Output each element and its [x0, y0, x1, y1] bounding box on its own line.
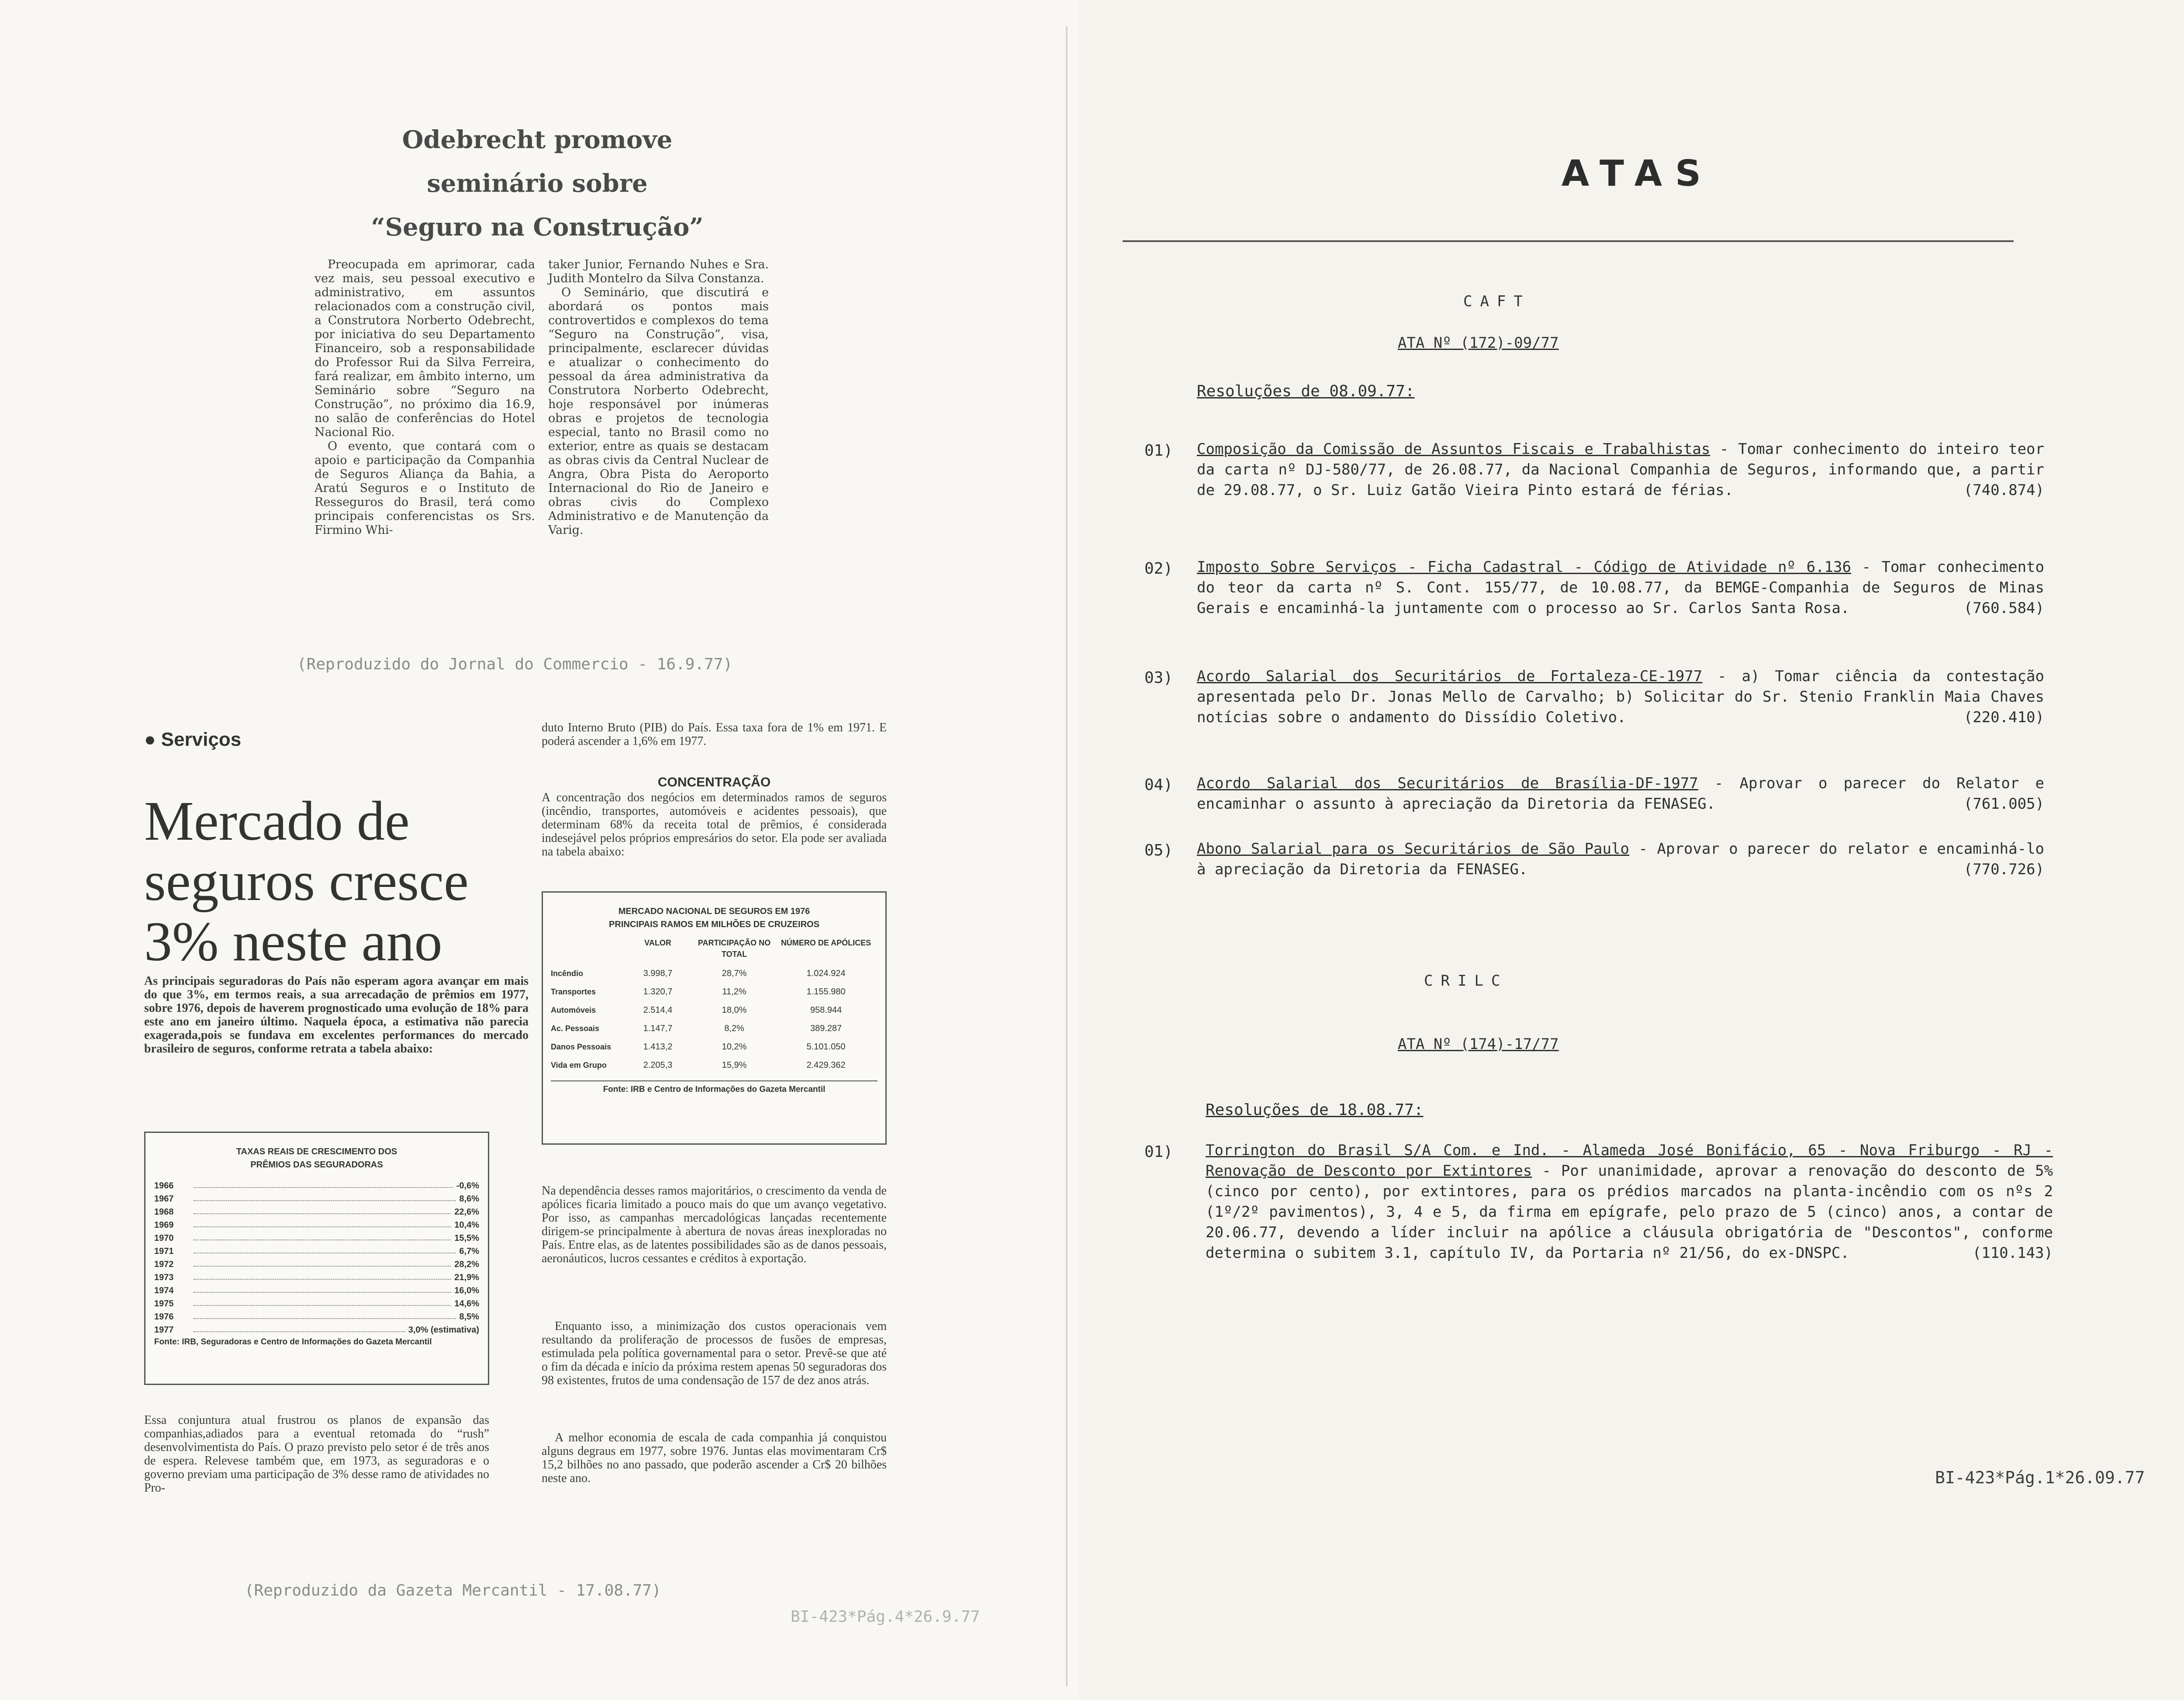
item-title: Acordo Salarial dos Securitários de Brasília-DF-1977: [1197, 775, 1698, 792]
item-number: 01): [1144, 442, 1173, 460]
value-cell: 10,4%: [454, 1220, 479, 1230]
year-cell: 1967: [154, 1194, 174, 1204]
part-cell: 11,2%: [722, 987, 746, 997]
value-cell: 3,0% (estimativa): [408, 1325, 479, 1335]
leader-dots: [194, 1219, 451, 1227]
item-number: 04): [1144, 776, 1173, 794]
value-cell: 14,6%: [454, 1299, 479, 1309]
article-title: Mercado de seguros cresce 3% neste ano: [144, 790, 469, 973]
crilc-resolutions-date: Resoluções de 18.08.77:: [1206, 1101, 1424, 1119]
page-reference: BI-423*Pág.1*26.09.77: [1935, 1468, 2145, 1487]
headline-line: “Seguro na Construção”: [371, 213, 704, 242]
year-cell: 1974: [154, 1286, 174, 1295]
caft-heading: CAFT: [1463, 293, 1531, 310]
item-text: [1197, 666, 2044, 728]
odebrecht-columns: [314, 258, 769, 537]
table-row: [551, 964, 878, 983]
table-row: [551, 1038, 878, 1056]
caft-resolutions-date: Resoluções de 08.09.77:: [1197, 382, 1415, 400]
year-cell: 1977: [154, 1325, 174, 1335]
table-row: [551, 1001, 878, 1019]
ramo-cell: Automóveis: [551, 1006, 596, 1014]
apolices-cell: 1.024.924: [806, 969, 846, 978]
page-reference: BI-423*Pág.4*26.9.77: [791, 1608, 980, 1626]
apolices-cell: 958.944: [810, 1005, 842, 1015]
market-table: [542, 891, 887, 1145]
table-source: Fonte: IRB, Seguradoras e Centro de Informações do Gazeta Mercantil: [154, 1337, 432, 1347]
part-cell: 18,0%: [722, 1005, 747, 1015]
right-page: [1079, 0, 2184, 1700]
table-rows: [551, 964, 878, 1074]
concentracao-heading: CONCENTRAÇÃO: [657, 775, 771, 789]
article-text-right-2: Enquanto isso, a minimização dos custos operacionais vem resultando da proliferação de processos de fusões de empresas, estimulada pela política governamental para o setor. Prevê-se que até o fim da década e início da próxima restem apenas 50 seguradoras dos 98 existentes, frutos de uma condensação de 157 de dez anos atrás.: [542, 1319, 887, 1387]
value-cell: 15,5%: [454, 1233, 479, 1243]
article-text-right-1: Na dependência desses ramos majoritários, o crescimento da venda de apólices ficaria limitado a pouco mais do que um avanço vegetativo. Por isso, as campanhas mercadológicas lançadas recentemente dirigem-se principalmente à abertura de novas áreas inexploradas no País. Entre elas, as de latentes possibilidades são as de danos pessoais, aeronáuticos, lucros cessantes e créditos à exportação.: [542, 1184, 887, 1265]
item-number: 05): [1144, 841, 1173, 859]
item-number: 02): [1144, 560, 1173, 578]
year-cell: 1968: [154, 1207, 174, 1217]
value-cell: 6,7%: [459, 1246, 479, 1256]
item-code: (770.726): [1963, 861, 2044, 878]
item-text: [1197, 773, 2044, 814]
item-body: - Aprovar o parecer do Relator e encaminhar o assunto à apreciação da Diretoria da FENASEG.: [1197, 775, 2044, 813]
table-row: [154, 1179, 479, 1192]
item-title: Imposto Sobre Serviços - Ficha Cadastral - Código de Atividade nº 6.136: [1197, 558, 1851, 576]
year-cell: 1973: [154, 1273, 174, 1282]
headline-line: seminário sobre: [427, 169, 648, 198]
gazeta-credit: (Reproduzido da Gazeta Mercantil - 17.08.77): [245, 1582, 661, 1600]
item-text: [1206, 1140, 2053, 1264]
item-code: (220.410): [1963, 709, 2044, 726]
value-cell: 16,0%: [454, 1286, 479, 1295]
item-title: Abono Salarial para os Securitários de São Paulo: [1197, 840, 1629, 858]
item-body: - Aprovar o parecer do relator e encaminhá-lo à apreciação da Diretoria da FENASEG.: [1197, 840, 2045, 878]
odebrecht-col-1: [314, 258, 535, 537]
item-title: Acordo Salarial dos Securitários de Fortaleza-CE-1977: [1197, 668, 1703, 685]
ramo-cell: Transportes: [551, 987, 596, 996]
item-body: - a) Tomar ciência da contestação apresentada pelo Dr. Jonas Mello de Carvalho; b) Solicitar do Sr. Stenio Franklin Maia Chaves notícias sobre o andamento do Dissídio Coletivo.: [1197, 668, 2044, 726]
paragraph: O evento, que contará com o apoio e participação da Companhia de Seguros Aliança da Bahia, a Aratú Seguros e o Instituto de Resseguros do Brasil, terá como principais conferencistas os Srs. Firmino Whi-: [314, 440, 535, 537]
crilc-heading: CRILC: [1424, 972, 1508, 990]
paragraph: O Seminário, que discutirá e abordará os pontos mais controvertidos e complexos do tema “Seguro na Construção”, visa, principalmente, esclarecer dúvidas e atualizar o conhecimento do pessoal da área administrativa da Construtora Norberto Odebrecht, hoje responsável por inúmeras obras e projetos de tecnologia especial, tanto no Brasil como no exterior, entre as quais se destacam as obras civis da Central Nuclear de Angra, Obra Pista do Aeroporto Internacional do Rio de Janeiro e obras civis do Complexo Administrativo e de Manutenção da Varig.: [548, 286, 769, 537]
item-title: Torrington do Brasil S/A Com. e Ind. - Alameda José Bonifácio, 65 - Nova Friburgo - RJ - Renovação de Desconto por Extintores: [1206, 1142, 2053, 1180]
valor-cell: 3.998,7: [643, 969, 673, 978]
leader-dots: [194, 1245, 456, 1253]
table-title: TAXAS REAIS DE CRESCIMENTO DOS: [236, 1147, 397, 1156]
leader-dots: [194, 1271, 451, 1280]
table-row: [154, 1245, 479, 1258]
item-body: - Tomar conhecimento do inteiro teor da carta nº DJ-580/77, de 26.08.77, da Nacional Companhia de Seguros, informando que, a partir de 29.08.77, o Sr. Luiz Gatão Vieira Pinto estará de férias.: [1197, 440, 2044, 499]
item-title: Composição da Comissão de Assuntos Fiscais e Trabalhistas: [1197, 440, 1711, 458]
valor-cell: 1.320,7: [643, 987, 673, 997]
odebrecht-col-2: [548, 258, 769, 537]
table-row: [551, 1019, 878, 1038]
value-cell: -0,6%: [456, 1181, 479, 1191]
valor-cell: 1.413,2: [643, 1042, 673, 1052]
leader-dots: [194, 1323, 405, 1332]
item-number: 03): [1144, 669, 1173, 687]
paragraph: Preocupada em aprimorar, cada vez mais, seu pessoal executivo e administrativo, em assuntos relacionados com a construção civil, a Construtora Norberto Odebrecht, por iniciativa do seu Departamento Financeiro, sob a responsabilidade do Professor Rui da Silva Ferreira, fará realizar, em âmbito interno, um Seminário sobre “Seguro na Construção”, no próximo dia 16.9, no salão de conferências do Hotel Nacional Rio.: [314, 258, 535, 439]
table-row: [154, 1192, 479, 1205]
item-code: (760.584): [1963, 599, 2044, 617]
apolices-cell: 1.155.980: [806, 987, 846, 997]
title-rule: [1123, 240, 2014, 242]
ramo-cell: Ac. Pessoais: [551, 1024, 600, 1033]
table-row: [551, 1056, 878, 1074]
left-page: [0, 0, 1079, 1700]
apolices-cell: 5.101.050: [806, 1042, 846, 1052]
apolices-cell: 2.429.362: [806, 1060, 846, 1070]
leader-dots: [194, 1205, 451, 1214]
item-text: [1197, 557, 2044, 619]
item-code: (761.005): [1963, 795, 2044, 813]
concentracao-text: A concentração dos negócios em determinados ramos de seguros (incêndio, transportes, automóveis e acidentes pessoais), que determinam 68% da receita total de prêmios, é considerada indesejável pelos próprios empresários do setor. Ela pode ser avaliada na tabela abaixo:: [542, 791, 887, 859]
table-row: [154, 1232, 479, 1245]
page-title: ATAS: [1561, 153, 1714, 194]
year-cell: 1970: [154, 1233, 174, 1243]
value-cell: 8,6%: [459, 1194, 479, 1204]
part-cell: 10,2%: [722, 1042, 747, 1052]
ramo-cell: Incêndio: [551, 969, 584, 978]
headline-line: Odebrecht promove: [402, 125, 673, 154]
table-row: [154, 1271, 479, 1284]
valor-cell: 2.205,3: [643, 1060, 673, 1070]
odebrecht-headline: [306, 118, 769, 249]
valor-cell: 1.147,7: [643, 1024, 673, 1033]
page-gutter: [1066, 26, 1068, 1686]
table-title: PRINCIPAIS RAMOS EM MILHÕES DE CRUZEIROS: [609, 920, 819, 929]
table-row: [551, 983, 878, 1001]
table-row: [154, 1310, 479, 1323]
table-row: [154, 1219, 479, 1232]
item-text: [1197, 839, 2044, 880]
leader-dots: [194, 1232, 451, 1240]
year-cell: 1975: [154, 1299, 174, 1309]
table-title: PRÊMIOS DAS SEGURADORAS: [250, 1160, 383, 1170]
table-title: MERCADO NACIONAL DE SEGUROS EM 1976: [618, 907, 810, 916]
odebrecht-article: [306, 118, 769, 537]
header-cell: NÚMERO DE APÓLICES: [781, 938, 871, 947]
value-cell: 22,6%: [454, 1207, 479, 1217]
year-cell: 1966: [154, 1181, 174, 1191]
item-code: (740.874): [1963, 481, 2044, 499]
table-source: Fonte: IRB e Centro de Informações do Gazeta Mercantil: [603, 1085, 826, 1094]
leader-dots: [194, 1192, 456, 1201]
section-label: ● Serviços: [144, 729, 242, 750]
item-code: (110.143): [1972, 1244, 2053, 1262]
year-cell: 1969: [154, 1220, 174, 1230]
article-text-bottom-left: Essa conjuntura atual frustrou os planos de expansão das companhias,adiados para a eventual retomada do “rush” desenvolvimentista do País. O prazo previsto pelo setor é de três anos de espera. Relevese também que, em 1973, as seguradoras e o governo previam uma participação de 3% desse ramo de atividades no Pro-: [144, 1413, 489, 1495]
table-row: [154, 1284, 479, 1297]
ramo-cell: Vida em Grupo: [551, 1061, 607, 1070]
header-cell: VALOR: [644, 938, 671, 947]
odebrecht-credit: (Reproduzido do Jornal do Commercio - 16.9.77): [297, 655, 733, 673]
year-cell: 1971: [154, 1246, 174, 1256]
item-text: [1197, 439, 2044, 501]
part-cell: 8,2%: [724, 1024, 744, 1033]
item-body: - Por unanimidade, aprovar a renovação do desconto de 5% (cinco por cento), por extintores, para os prédios marcados na planta-incêndio com os nºs 2 (1º/2º pavimentos), 3, 4 e 5, da firma em epígrafe, pelo prazo de 5 (cinco) anos, a contar de 20.06.77, devendo a líder incluir na apólice a cláusula obrigatória de "Descontos", conforme determina o subitem 3.1, capítulo IV, da Portaria nº 21/56, do ex-DNSPC.: [1206, 1162, 2053, 1262]
table-row: [154, 1258, 479, 1271]
table-row: [154, 1205, 479, 1219]
leader-dots: [194, 1297, 451, 1306]
servicos-article: [144, 721, 895, 1577]
article-intro: As principais seguradoras do País não esperam agora avançar em mais do que 3%, em termos reais, a sua arrecadação de prêmios em 1977, sobre 1976, depois de haverem prognosticado uma evolução de 18% para este ano em janeiro último. Naquela época, a estimativa não parecia exagerada,pois se fundava em excelentes performances do mercado brasileiro de seguros, conforme retrata a tabela abaixo:: [144, 974, 529, 1056]
leader-dots: [194, 1310, 456, 1319]
item-body: - Tomar conhecimento do teor da carta nº S. Cont. 155/77, de 10.08.77, da BEMGE-Companhia de Seguros de Minas Gerais e encaminhá-la juntamente com o processo ao Sr. Carlos Santa Rosa.: [1197, 558, 2044, 617]
apolices-cell: 389.287: [810, 1024, 842, 1033]
year-cell: 1976: [154, 1312, 174, 1322]
leader-dots: [194, 1284, 451, 1293]
article-text-right-3: A melhor economia de escala de cada companhia já conquistou alguns degraus em 1977, sobre 1976. Juntas elas movimentaram Cr$ 15,2 bilhões no ano passado, que poderão ascender a Cr$ 20 bilhões neste ano.: [542, 1431, 887, 1485]
paragraph: taker Junior, Fernando Nuhes e Sra. Judith Montelro da Silva Constanza.: [548, 258, 769, 285]
year-cell: 1972: [154, 1260, 174, 1269]
table-row: [154, 1323, 479, 1336]
crilc-ata-number: ATA Nº (174)-17/77: [1398, 1035, 1559, 1053]
item-number: 01): [1144, 1143, 1173, 1161]
part-cell: 15,9%: [722, 1060, 747, 1070]
part-cell: 28,7%: [722, 969, 747, 978]
value-cell: 28,2%: [454, 1260, 479, 1269]
growth-rates-table: [144, 1132, 489, 1385]
leader-dots: [194, 1179, 453, 1188]
caft-ata-number: ATA Nº (172)-09/77: [1398, 334, 1559, 352]
value-cell: 8,5%: [459, 1312, 479, 1322]
table-row: [154, 1297, 479, 1310]
article-text-top-right: duto Interno Bruto (PIB) do País. Essa taxa fora de 1% em 1971. E poderá ascender a 1,6% em 1977.: [542, 721, 887, 748]
value-cell: 21,9%: [454, 1273, 479, 1282]
leader-dots: [194, 1258, 451, 1267]
table-rows: [154, 1179, 479, 1336]
valor-cell: 2.514,4: [643, 1005, 673, 1015]
ramo-cell: Danos Pessoais: [551, 1042, 612, 1051]
header-cell: PARTICIPAÇÃO NO TOTAL: [698, 938, 771, 959]
table-header-row: [551, 937, 878, 960]
